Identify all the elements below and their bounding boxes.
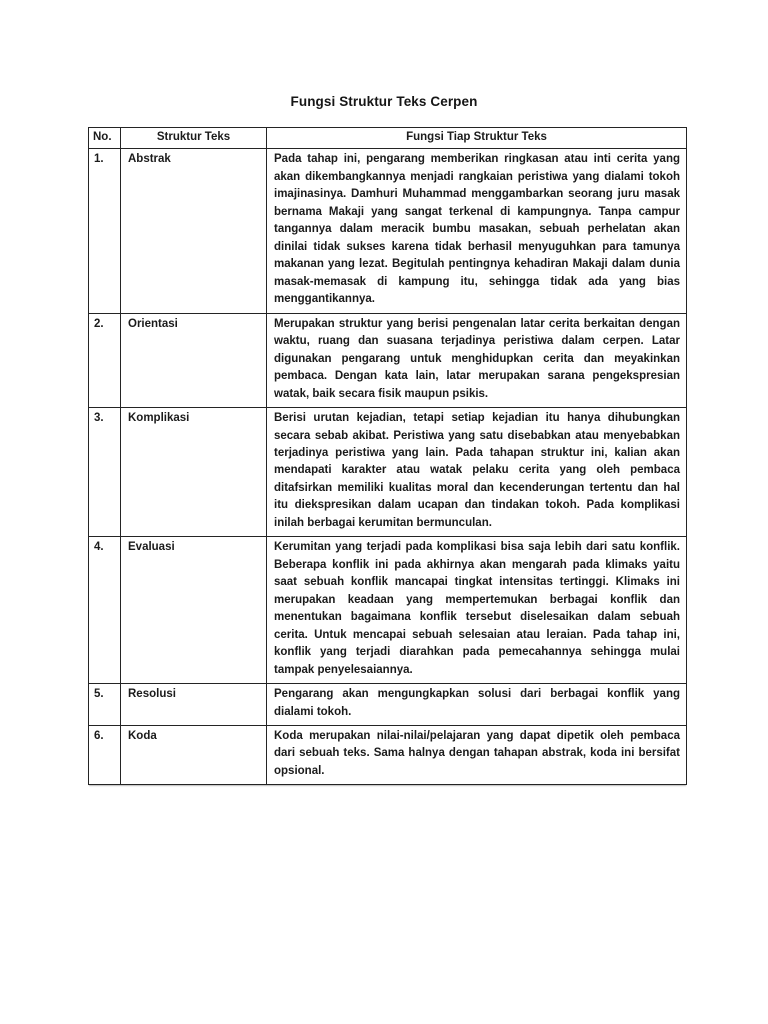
function-text-cell: Merupakan struktur yang berisi pengenalan latar cerita berkaitan dengan waktu, ruang dan suasana terjadinya peristiwa dalam cerpen. Latar digunakan pengarang untuk menghidupkan cerita dan meyakinkan pembaca. Dengan kata lain, latar merupakan sarana pengekspresian watak, baik secara fisik maupun psikis. [267, 313, 687, 407]
table-row [89, 149, 687, 313]
function-text-cell: Pengarang akan mengungkapkan solusi dari berbagai konflik yang dialami tokoh. [267, 684, 687, 726]
function-text-cell: Koda merupakan nilai-nilai/pelajaran yang dapat dipetik oleh pembaca dari sebuah teks. Sama halnya dengan tahapan abstrak, koda ini bersifat opsional. [267, 726, 687, 785]
structure-name-cell: Orientasi [121, 313, 267, 407]
page-title: Fungsi Struktur Teks Cerpen [290, 94, 478, 109]
table-row [89, 408, 687, 537]
row-number-cell: 2. [89, 313, 121, 407]
header-fungsi: Fungsi Tiap Struktur Teks [267, 128, 687, 149]
structure-name-cell: Abstrak [121, 149, 267, 313]
structure-name-cell: Evaluasi [121, 537, 267, 684]
structure-name-cell: Resolusi [121, 684, 267, 726]
function-text-cell: Kerumitan yang terjadi pada komplikasi bisa saja lebih dari satu konflik. Beberapa konflik ini pada akhirnya akan mengarah pada klimaks yaitu saat sebuah konflik mancapai tingkat intensitas tertinggi. Klimaks ini merupakan keadaan yang mempertemukan berbagai konflik dan menentukan bagaimana konflik tersebut diselesaikan dalam sebuah cerita. Untuk mencapai sebuah selesaian atau leraian. Pada tahap ini, konflik yang terjadi diarahkan pada pemecahannya sehingga mulai tampak penyelesaiannya. [267, 537, 687, 684]
structure-name-cell: Koda [121, 726, 267, 785]
function-text-cell: Pada tahap ini, pengarang memberikan ringkasan atau inti cerita yang akan dikembangkannya menjadi rangkaian peristiwa yang dialami tokoh imajinasinya. Damhuri Muhammad menggambarkan seorang juru masak bernama Makaji yang sangat terkenal di kampungnya. Tanpa campur tangannya dalam meracik bumbu masakan, sebuah perhelatan akan dinilai tidak sukses karena tidak berhasil menyuguhkan para tamunya makanan yang lezat. Begitulah pentingnya kehadiran Makaji dalam dunia masak-memasak di kampung itu, sehingga tidak ada yang bias menggantikannya. [267, 149, 687, 313]
table-row [89, 537, 687, 684]
row-number-cell: 4. [89, 537, 121, 684]
table-row [89, 313, 687, 407]
row-number-cell: 6. [89, 726, 121, 785]
row-number-cell: 1. [89, 149, 121, 313]
table-header-row [89, 128, 687, 149]
function-text-cell: Berisi urutan kejadian, tetapi setiap kejadian itu hanya dihubungkan secara sebab akibat. Peristiwa yang satu disebabkan atau menyebabkan terjadinya peristiwa yang lain. Pada tahapan struktur ini, kalian akan mendapati karakter atau watak pelaku cerita yang oleh pembaca ditafsirkan memiliki kualitas moral dan kecenderungan tertentu dan hal itu diekspresikan dalam ucapan dan tindakan tokoh. Pada komplikasi inilah berbagai kerumitan bermunculan. [267, 408, 687, 537]
row-number-cell: 5. [89, 684, 121, 726]
header-struktur-teks: Struktur Teks [121, 128, 267, 149]
header-no: No. [89, 128, 121, 149]
structure-name-cell: Komplikasi [121, 408, 267, 537]
table-row [89, 684, 687, 726]
row-number-cell: 3. [89, 408, 121, 537]
table-row [89, 726, 687, 785]
structure-function-table [88, 127, 687, 785]
